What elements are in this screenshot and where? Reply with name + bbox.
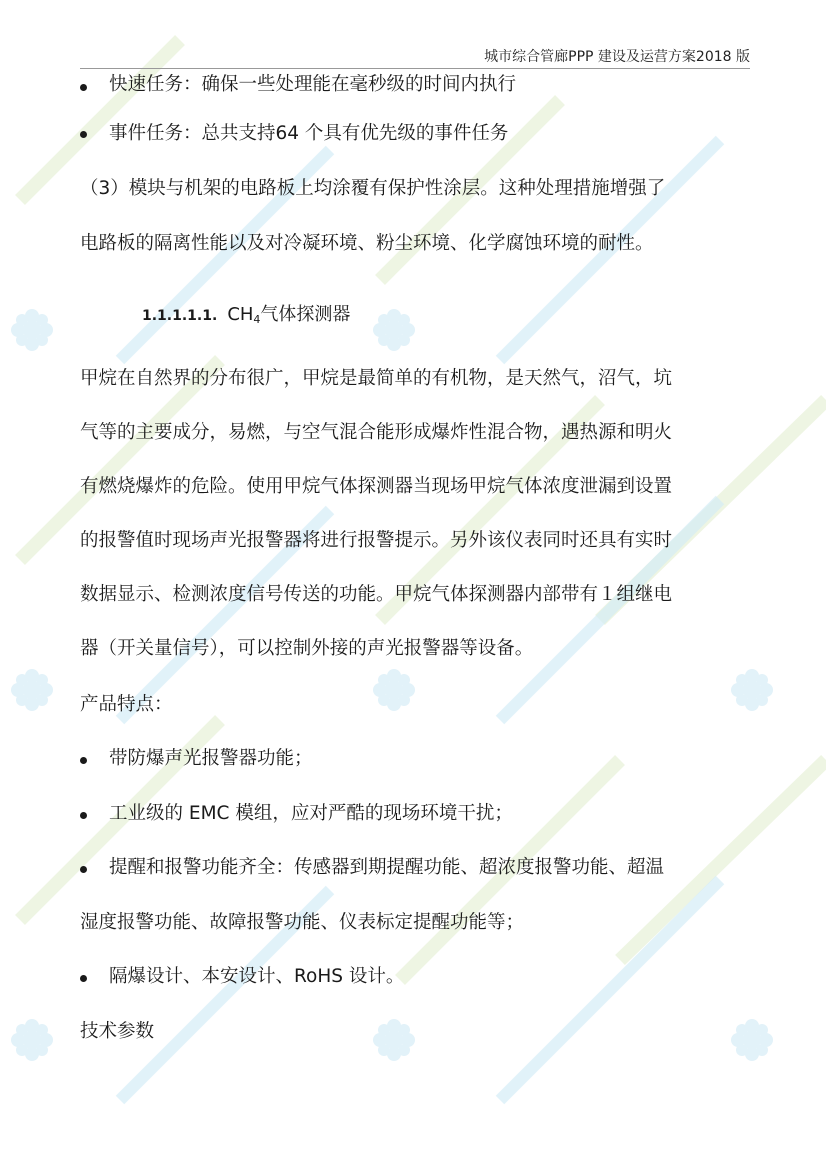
para3-line1: （3）模块与机架的电路板上均涂覆有保护性涂层。这种处理措施增强了 — [80, 178, 666, 199]
feature-3-line2: 湿度报警功能、故障报警功能、仪表标定提醒功能等； — [80, 912, 525, 933]
watermark-stripe-blue-icon — [120, 140, 720, 1100]
bullet-icon — [80, 84, 87, 91]
bullet-icon — [80, 812, 87, 819]
feature-2: 工业级的 EMC 模组，应对严酷的现场环境干扰； — [109, 803, 513, 824]
methane-line-6: 器（开关量信号），可以控制外接的声光报警器等设备。 — [80, 638, 534, 659]
bullet-icon — [80, 866, 87, 873]
bullet-icon — [80, 131, 87, 138]
methane-line-3: 有燃烧爆炸的危险。使用甲烷气体探测器当现场甲烷气体浓度泄漏到设置 — [80, 476, 673, 497]
methane-line-5: 数据显示、检测浓度信号传送的功能。甲烷气体探测器内部带有１组继电 — [80, 584, 673, 605]
header-rule — [80, 68, 750, 69]
section-title-prefix: CH — [227, 304, 254, 325]
feature-3-line1: 提醒和报警功能齐全：传感器到期提醒功能、超浓度报警功能、超温 — [109, 857, 665, 878]
features-label: 产品特点： — [80, 694, 173, 715]
task-event: 事件任务：总共支持64 个具有优先级的事件任务 — [109, 123, 509, 144]
bullet-icon — [80, 757, 87, 764]
methane-line-4: 的报警值时现场声光报警器将进行报警提示。另外该仪表同时还具有实时 — [80, 530, 673, 551]
section-number: 1.1.1.1.1. — [142, 308, 218, 324]
header-title: 城市综合管廊PPP 建设及运营方案2018 版 — [484, 49, 750, 65]
methane-line-2: 气等的主要成分，易燃，与空气混合能形成爆炸性混合物，遇热源和明火 — [80, 422, 673, 443]
section-title-sub: 4 — [253, 313, 261, 326]
task-fast: 快速任务：确保一些处理能在毫秒级的时间内执行 — [109, 74, 517, 95]
methane-line-1: 甲烷在自然界的分布很广，甲烷是最简单的有机物，是天然气，沼气，坑 — [80, 368, 673, 389]
bullet-icon — [80, 975, 87, 982]
section-title-suffix: 气体探测器 — [260, 304, 351, 325]
section-heading — [142, 302, 350, 333]
feature-4: 隔爆设计、本安设计、RoHS 设计。 — [109, 966, 405, 987]
tech-params-label: 技术参数 — [80, 1021, 155, 1042]
para3-line2: 电路板的隔离性能以及对冷凝环境、粉尘环境、化学腐蚀环境的耐性。 — [80, 233, 654, 254]
feature-1: 带防爆声光报警器功能； — [109, 748, 313, 769]
